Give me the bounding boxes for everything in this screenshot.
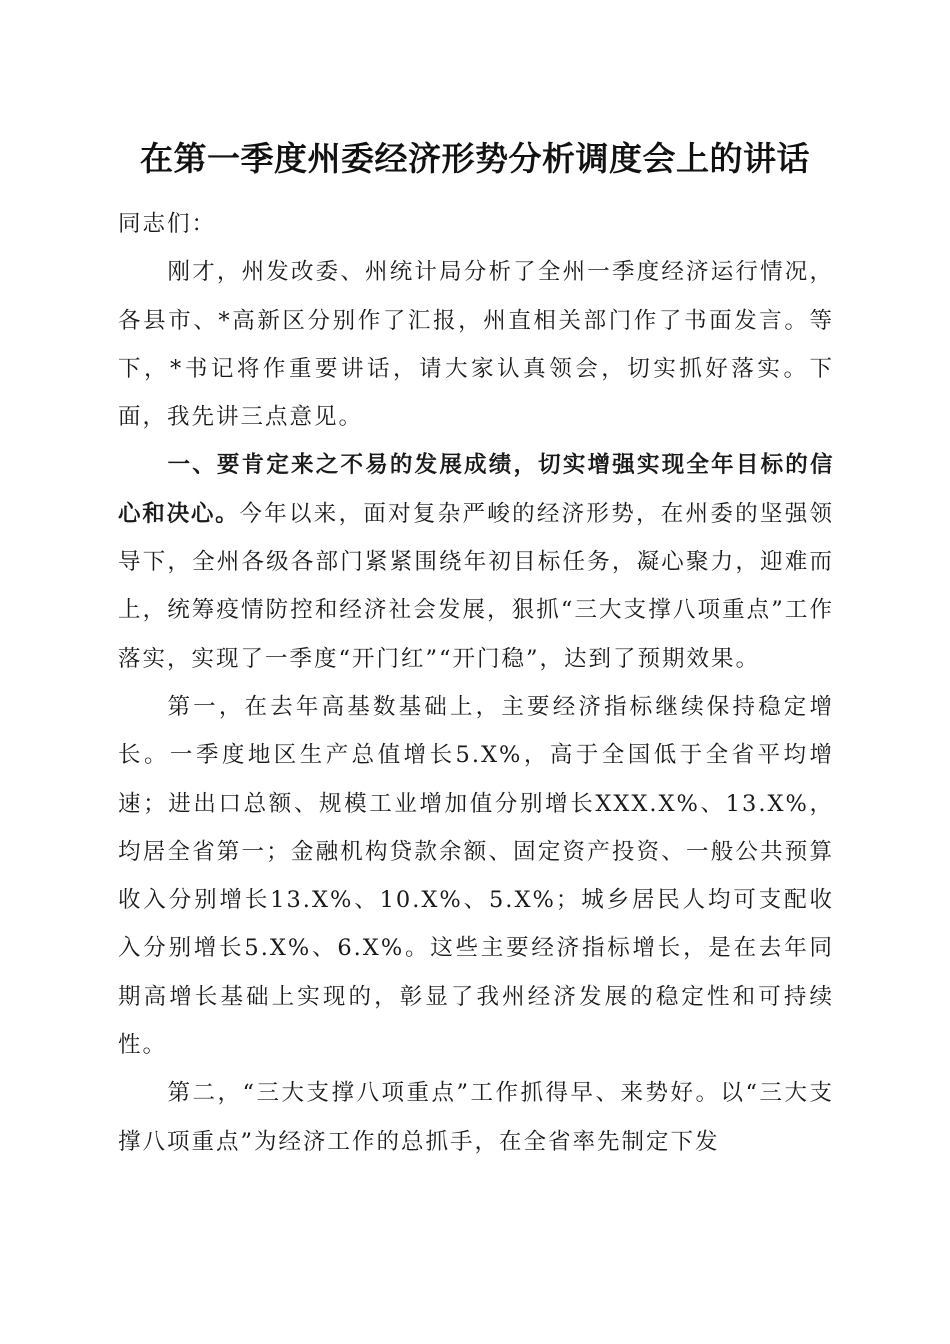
section-heading: 一、要肯定来之不易的发展成绩，切实增强实现全年目标的信心和决心。 <box>118 452 834 527</box>
paragraph-point-two <box>118 1069 834 1166</box>
document-title: 在第一季度州委经济形势分析调度会上的讲话 <box>140 139 810 178</box>
paragraph-text: 今年以来，面对复杂严峻的经济形势，在州委的坚强领导下，全州各级各部门紧紧围绕年初目标任务，凝心聚力，迎难而上，统筹疫情防控和经济社会发展，狠抓“三大支撑八项重点”工作落实，实现了一季度“开门红”“开门稳”，达到了预期效果。 <box>118 500 834 672</box>
salutation: 同志们： <box>118 211 217 237</box>
paragraph-intro <box>118 248 834 441</box>
paragraph-text: 第一，在去年高基数基础上，主要经济指标继续保持稳定增长。一季度地区生产总值增长5.X%，高于全国低于全省平均增速；进出口总额、规模工业增加值分别增长XXX.X%、13.X%，均居全省第一；金融机构贷款余额、固定资产投资、一般公共预算收入分别增长13.X%、10.X%、5.X%；城乡居民人均可支配收入分别增长5.X%、6.X%。这些主要经济指标增长，是在去年同期高增长基础上实现的，彰显了我州经济发展的稳定性和可持续性。 <box>118 693 834 1059</box>
paragraph-section-one <box>118 441 834 682</box>
paragraph-point-one <box>118 683 834 1069</box>
paragraph-text: 第二，“三大支撑八项重点”工作抓得早、来势好。以“三大支撑八项重点”为经济工作的总抓手，在全省率先制定下发 <box>118 1080 834 1155</box>
document-body <box>118 200 834 1166</box>
paragraph-text: 刚才，州发改委、州统计局分析了全州一季度经济运行情况，各县市、*高新区分别作了汇报，州直相关部门作了书面发言。等下，*书记将作重要讲话，请大家认真领会，切实抓好落实。下面，我先讲三点意见。 <box>118 259 834 431</box>
